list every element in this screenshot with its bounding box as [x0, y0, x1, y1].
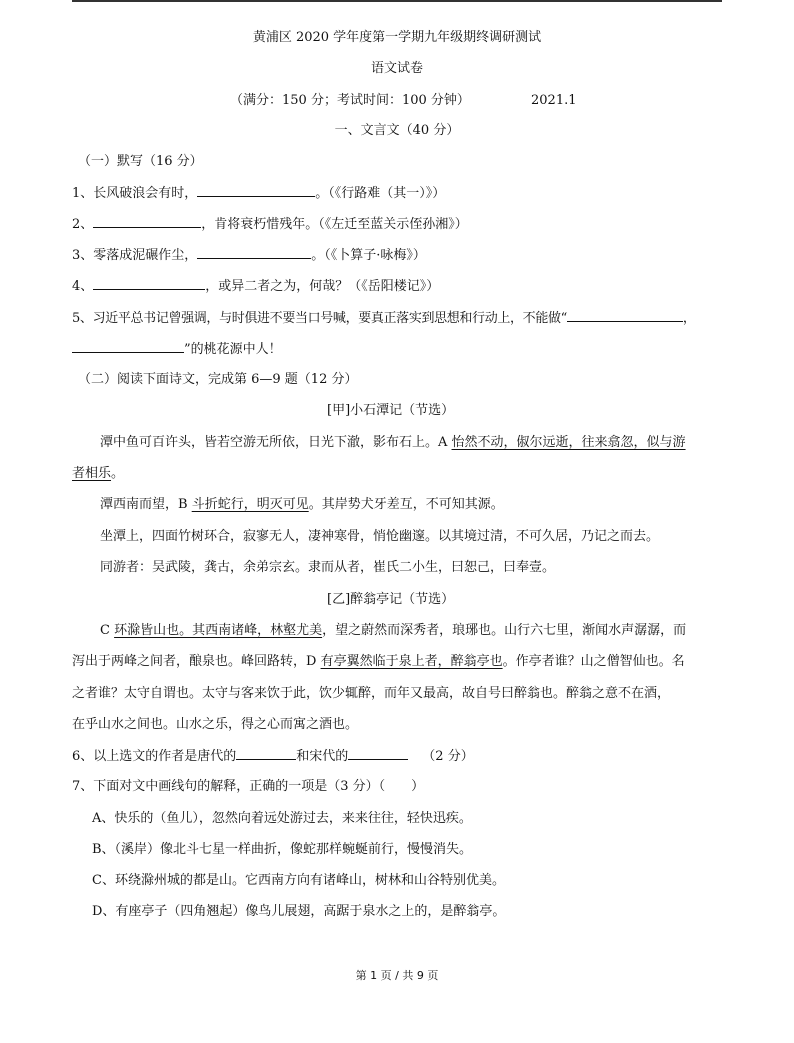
underlined-sentence-d: 有亭翼然临于泉上者，醉翁亭也: [320, 654, 503, 669]
underlined-sentence-c: 环滁皆山也。其西南诸峰，林壑尤美: [114, 623, 323, 638]
part1-heading: （一）默写（16 分）: [78, 154, 203, 169]
passage-a-p2: 潭西南而望，B 斗折蛇行，明灭可见。其岸势犬牙差互，不可知其源。: [100, 497, 504, 512]
answer-blank[interactable]: [93, 214, 201, 228]
underlined-sentence-a: 怡然不动，俶尔远逝，往来翕忽，似与游: [451, 435, 686, 450]
option-a: A、快乐的（鱼儿），忽然向着远处游过去，来来往往，轻快迅疾。: [92, 811, 472, 826]
section-heading: 一、文言文（40 分）: [334, 123, 460, 138]
question-2: 2、 ，肯将衰朽惜残年。（《左迁至蓝关示侄孙湘》）: [72, 214, 468, 235]
passage-a-p1-line1: 潭中鱼可百许头，皆若空游无所依，日光下澈，影布石上。A 怡然不动，俶尔远逝，往来翕忽，似与游: [100, 435, 686, 450]
answer-blank[interactable]: [236, 746, 296, 760]
passage-a-p1-line2: 者相乐。: [72, 466, 125, 481]
question-5-line2: ”的桃花源中人！: [72, 339, 282, 360]
option-d: D、有座亭子（四角翘起）像鸟儿展翅，高踞于泉水之上的，是醉翁亭。: [92, 904, 506, 919]
passage-b-line4: 在乎山水之间也。山水之乐，得之心而寓之酒也。: [72, 717, 359, 732]
passage-a-title: [甲]小石潭记（节选）: [327, 403, 455, 418]
answer-blank[interactable]: [197, 183, 315, 197]
exam-subtitle: 语文试卷: [370, 61, 423, 76]
answer-blank[interactable]: [348, 746, 408, 760]
part2-heading: （二）阅读下面诗文，完成第 6—9 题（12 分）: [78, 372, 358, 387]
answer-blank[interactable]: [197, 245, 311, 259]
passage-b-line3: 之者谁？太守自谓也。太守与客来饮于此，饮少辄醉，而年又最高，故自号曰醉翁也。醉翁之意不在酒，: [72, 686, 671, 701]
exam-title: 黄浦区 2020 学年度第一学期九年级期终调研测试: [252, 30, 542, 45]
question-5-line1: 5、习近平总书记曾强调，与时俱进不要当口号喊，要真正落实到思想和行动上，不能做“ ，: [72, 308, 696, 329]
question-6: 6、以上选文的作者是唐代的 和宋代的 （2 分）: [72, 746, 474, 767]
exam-date: 2021.1: [531, 93, 577, 108]
passage-b-line2: 泻出于两峰之间者，酿泉也。峰回路转，D 有亭翼然临于泉上者，醉翁亭也。作亭者谁？山之僧智仙也。名: [72, 654, 685, 669]
answer-blank[interactable]: [567, 308, 683, 322]
top-rule: [72, 0, 722, 2]
answer-blank[interactable]: [72, 339, 184, 353]
option-c: C、环绕滁州城的都是山。它西南方向有诸峰山，树林和山谷特别优美。: [92, 873, 505, 888]
underlined-sentence-b: 斗折蛇行，明灭可见: [191, 497, 309, 512]
question-1: 1、长风破浪会有时， 。（《行路难（其一）》）: [72, 183, 445, 204]
exam-meta: （满分：150 分；考试时间：100 分钟）: [230, 93, 470, 108]
passage-a-p4: 同游者：吴武陵，龚古，余弟宗玄。隶而从者，崔氏二小生，曰恕己，曰奉壹。: [100, 560, 556, 575]
underlined-sentence-a-cont: 者相乐: [72, 466, 112, 481]
passage-a-p3: 坐潭上，四面竹树环合，寂寥无人，凄神寒骨，悄怆幽邃。以其境过清，不可久居，乃记之而去。: [100, 529, 660, 544]
passage-b-title: [乙]醉翁亭记（节选）: [327, 592, 455, 607]
passage-b-line1: C 环滁皆山也。其西南诸峰，林壑尤美，望之蔚然而深秀者，琅琊也。山行六七里，渐闻水声潺潺，而: [100, 623, 687, 638]
question-4: 4、 ，或异二者之为，何哉？（《岳阳楼记》）: [72, 276, 439, 297]
answer-blank[interactable]: [93, 276, 205, 290]
question-7-stem: 7、下面对文中画线句的解释，正确的一项是（3 分）（ ）: [72, 779, 425, 794]
page-footer: 第 1 页 / 共 9 页: [355, 969, 439, 982]
question-3: 3、零落成泥碾作尘， 。（《卜算子·咏梅》）: [72, 245, 426, 266]
option-b: B、（溪岸）像北斗七星一样曲折，像蛇那样蜿蜒前行，慢慢消失。: [92, 842, 473, 857]
